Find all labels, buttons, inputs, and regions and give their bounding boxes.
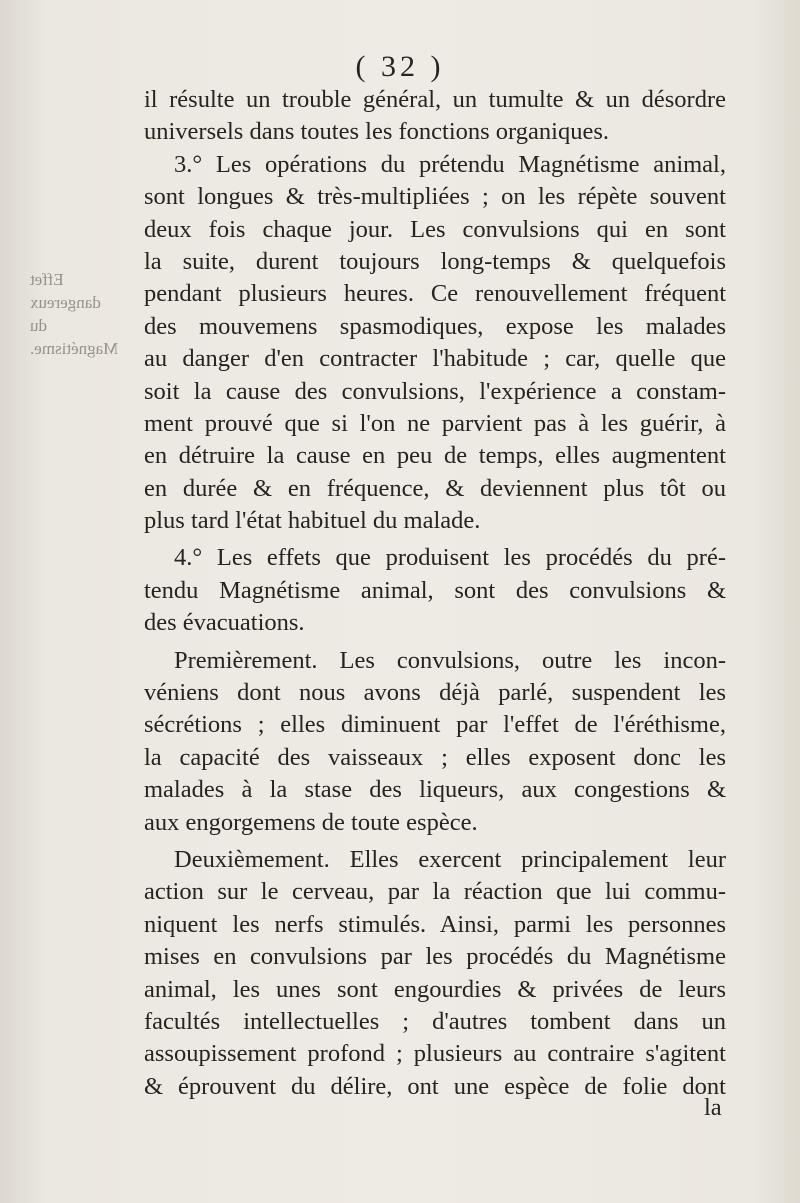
body-text	[144, 84, 726, 1103]
text-line: soit la cause des convulsions, l'expérience a constam-	[144, 377, 726, 405]
margin-note-line: Magnétisme.	[30, 339, 119, 358]
text-line: sécrétions ; elles diminuent par l'effet de l'éréthisme,	[144, 711, 726, 739]
text-line: Deuxièmement. Elles exercent principalement leur	[174, 845, 726, 873]
text-line: ment prouvé que si l'on ne parvient pas à les guérir, à	[144, 409, 726, 437]
margin-note	[30, 268, 120, 360]
margin-note-line: du	[30, 316, 47, 335]
text-line: pendant plusieurs heures. Ce renouvellement fréquent	[144, 280, 726, 308]
text-line: aux engorgemens de toute espèce.	[144, 808, 478, 836]
text-line: des évacuations.	[144, 609, 305, 637]
text-line: 4.° Les effets que produisent les procédés du pré-	[174, 544, 726, 572]
margin-note-line: dangereux	[30, 293, 101, 312]
text-line: véniens dont nous avons déjà parlé, suspendent les	[144, 679, 726, 707]
page-number: ( 32 )	[355, 50, 445, 83]
text-line: universels dans toutes les fonctions organiques.	[144, 118, 609, 146]
text-line: action sur le cerveau, par la réaction que lui commu-	[144, 878, 726, 906]
text-line: Premièrement. Les convulsions, outre les incon-	[174, 646, 726, 674]
text-line: il résulte un trouble général, un tumulte & un désordre	[144, 86, 726, 113]
text-line: en détruire la cause en peu de temps, elles augmentent	[144, 442, 726, 470]
text-line: en durée & en fréquence, & deviennent plus tôt ou	[144, 474, 726, 502]
text-line: la capacité des vaisseaux ; elles exposent donc les	[144, 743, 726, 771]
margin-note-line: Effet	[30, 270, 64, 289]
text-line: des mouvemens spasmodiques, expose les malades	[144, 312, 726, 340]
text-line: tendu Magnétisme animal, sont des convulsions &	[144, 576, 726, 604]
text-line: & éprouvent du délire, ont une espèce de folie dont	[144, 1072, 726, 1100]
paragraph	[144, 84, 726, 149]
text-line: niquent les nerfs stimulés. Ainsi, parmi les personnes	[144, 910, 726, 938]
text-line: assoupissement profond ; plusieurs au contraire s'agitent	[144, 1040, 726, 1068]
text-line: plus tard l'état habituel du malade.	[144, 507, 481, 535]
text-line: deux fois chaque jour. Les convulsions qui en sont	[144, 215, 726, 243]
paragraph	[144, 149, 726, 538]
catchword: la	[704, 1094, 722, 1121]
text-line: facultés intellectuelles ; d'autres tombent dans un	[144, 1007, 726, 1035]
paragraph	[144, 844, 726, 1103]
text-line: animal, les unes sont engourdies & privées de leurs	[144, 975, 726, 1003]
text-line: sont longues & très-multipliées ; on les répète souvent	[144, 183, 726, 211]
text-line: malades à la stase des liqueurs, aux congestions &	[144, 776, 726, 804]
text-line: au danger d'en contracter l'habitude ; car, quelle que	[144, 345, 726, 373]
text-line: mises en convulsions par les procédés du Magnétisme	[144, 943, 726, 971]
text-line: la suite, durent toujours long-temps & quelquefois	[144, 247, 726, 275]
paragraph	[144, 645, 726, 839]
paragraph	[144, 542, 726, 639]
text-line: 3.° Les opérations du prétendu Magnétisme animal,	[174, 150, 726, 178]
